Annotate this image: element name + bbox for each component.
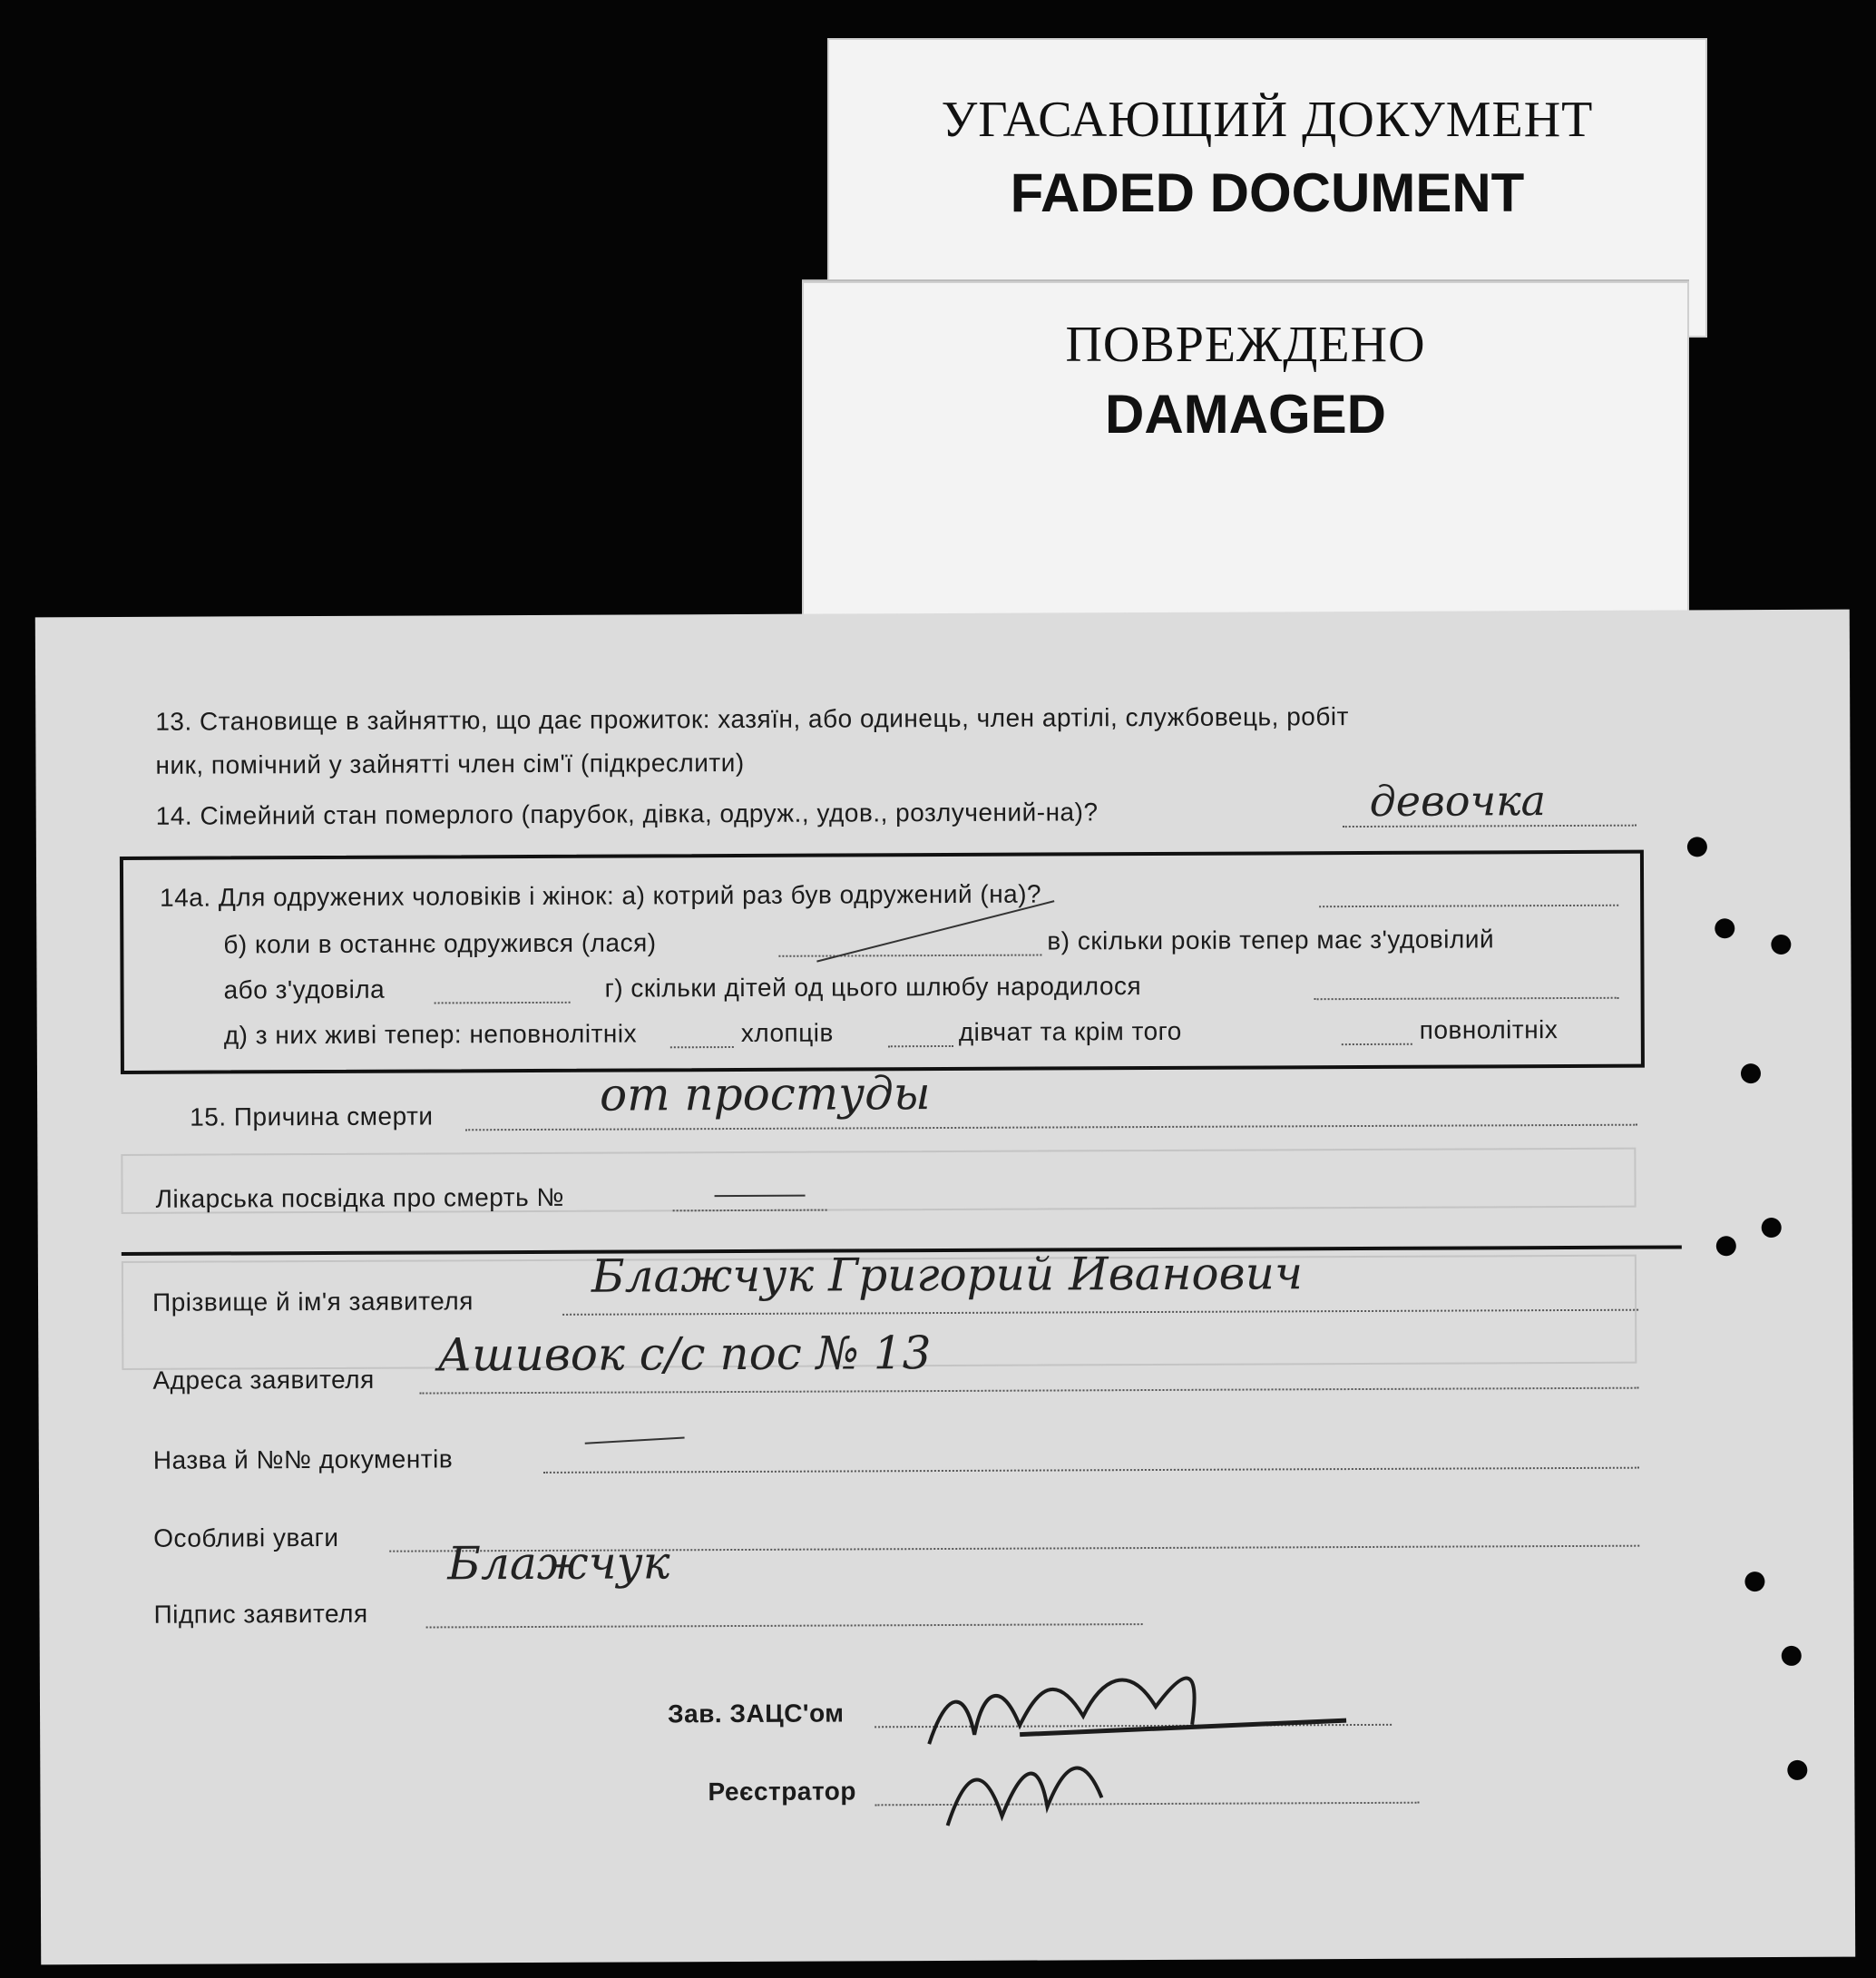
binding-hole (1771, 935, 1791, 955)
item-15-handwritten-value: от простуды (599, 1067, 931, 1121)
medical-certificate-dash (715, 1195, 806, 1197)
binding-hole (1715, 918, 1734, 938)
faded-label-en: FADED DOCUMENT (1010, 162, 1525, 223)
item-14a-box (120, 850, 1645, 1074)
faded-label-ru: УГАСАЮЩИЙ ДОКУМЕНТ (941, 92, 1594, 148)
head-registry-label: Зав. ЗАЦС'ом (667, 1699, 845, 1728)
item-14a-b: б) коли в останнє одружився (лася) (223, 928, 657, 959)
item-14a-dots-boys (888, 1045, 953, 1047)
death-record-form (35, 610, 1855, 1965)
medical-certificate-dotted-line (673, 1209, 827, 1212)
documents-label: Назва й №№ документів (152, 1444, 454, 1474)
item-14a-girls: дівчат та крім того (958, 1016, 1182, 1046)
damaged-label-en: DAMAGED (1105, 384, 1386, 445)
item-13-line-1: 13. Становище в зайняттю, що дає прожиток: хазяїн, або одинець, член артілі, службовець, робіт (155, 702, 1349, 736)
item-14a-boys: хлопців (740, 1018, 834, 1047)
item-14a-adults: повнолітніх (1419, 1015, 1558, 1044)
item-15-dotted-line (465, 1124, 1637, 1131)
applicant-signature-dotted-line (426, 1623, 1143, 1628)
notes-label: Особливі уваги (153, 1523, 339, 1552)
damaged-label (802, 281, 1689, 622)
item-13-line-2: ник, помічний у зайнятті член сім'ї (підкреслити) (155, 748, 745, 779)
item-14a-dots-d (670, 1046, 734, 1048)
applicant-signature-handwritten: Блажчук (447, 1536, 670, 1591)
official-signatures (911, 1633, 1420, 1844)
item-14a-dots-g (1314, 997, 1619, 1000)
applicant-address-handwritten-value: Ашивок с/с пос № 13 (437, 1327, 932, 1382)
documents-dash (585, 1437, 685, 1444)
documents-dotted-line (543, 1467, 1639, 1474)
item-14a-dots-abo (435, 1002, 571, 1004)
item-15-label: 15. Причина смерти (190, 1102, 434, 1131)
item-14-handwritten-value: девочка (1369, 776, 1547, 826)
binding-hole (1716, 1236, 1736, 1256)
damaged-label-ru: ПОВРЕЖДЕНО (1065, 317, 1426, 373)
applicant-name-label: Прізвище й ім'я заявителя (151, 1287, 474, 1317)
binding-hole (1687, 837, 1707, 857)
binding-hole (1744, 1572, 1764, 1591)
item-14a-g: г) скільки дітей од цього шлюбу народилося (604, 972, 1142, 1003)
item-14a-abo: або з'удовіла (223, 974, 386, 1004)
item-14a-line-1: 14а. Для одружених чоловіків і жінок: а) котрий раз був одружений (на)? (160, 879, 1042, 912)
medical-certificate-label: Лікарська посвідка про смерть № (155, 1182, 565, 1213)
item-14a-v: в) скільки років тепер має з'удовілий (1047, 925, 1495, 955)
binding-hole (1741, 1063, 1761, 1083)
item-14a-dots-girls (1342, 1043, 1412, 1045)
item-14-label: 14. Сімейний стан померлого (парубок, дівка, одруж., удов., розлучений-на)? (155, 798, 1099, 830)
item-14a-dots-b (778, 955, 1041, 957)
applicant-name-handwritten-value: Блажчук Григорий Иванович (591, 1247, 1304, 1303)
registrar-label: Реєстратор (708, 1777, 857, 1807)
binding-hole (1762, 1218, 1782, 1238)
binding-hole (1787, 1760, 1807, 1780)
item-14a-dots-a (1319, 905, 1618, 907)
applicant-signature-label: Підпис заявителя (153, 1599, 368, 1629)
item-14a-d: д) з них живі тепер: неповнолітніх (223, 1019, 638, 1050)
binding-hole (1782, 1646, 1802, 1666)
applicant-address-dotted-line (420, 1387, 1639, 1395)
applicant-address-label: Адреса заявителя (152, 1365, 375, 1395)
